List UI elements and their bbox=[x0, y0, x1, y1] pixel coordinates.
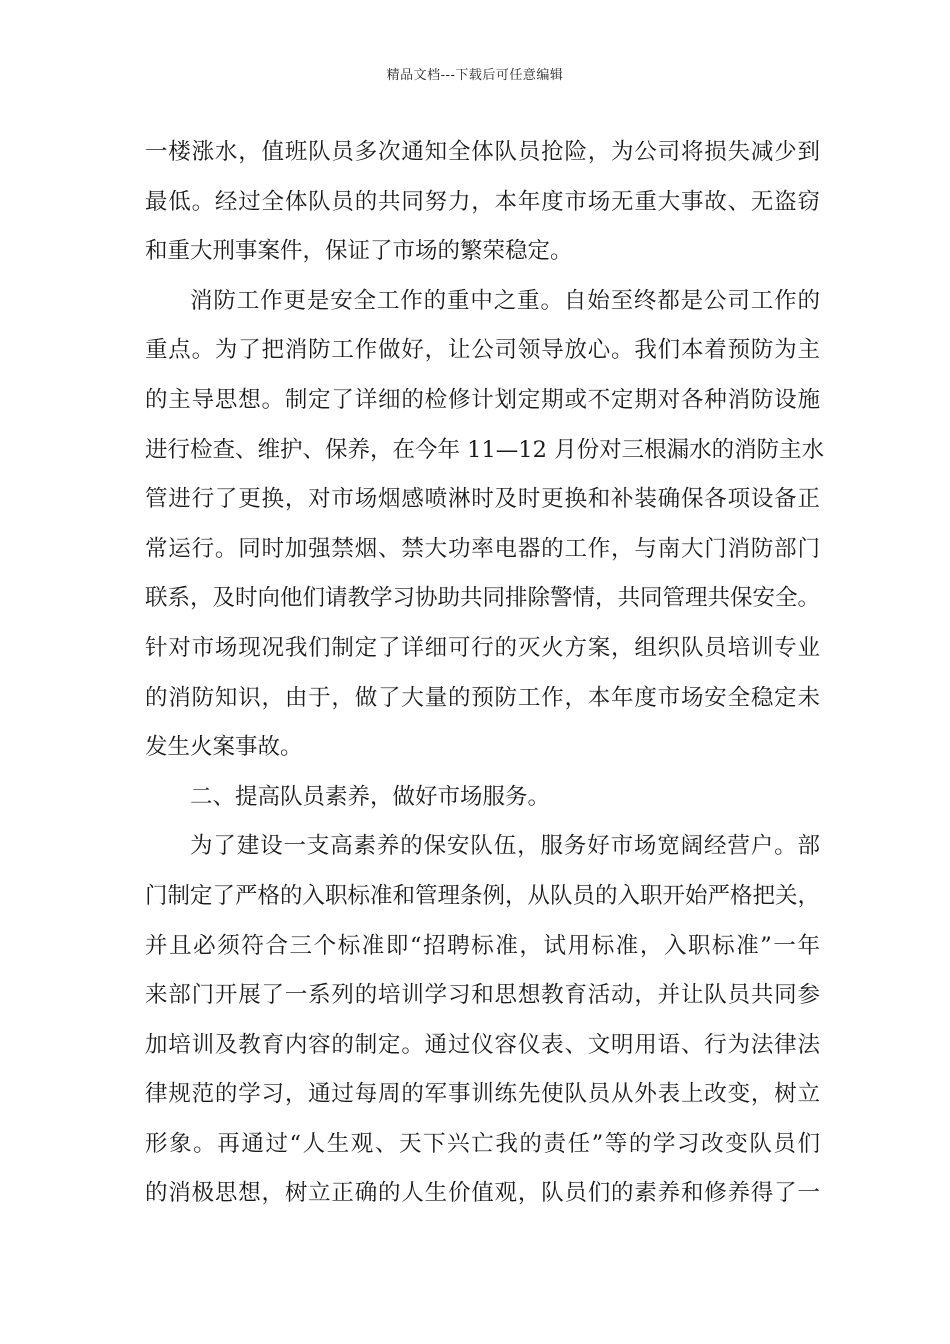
paragraph-1 bbox=[145, 128, 820, 277]
text-line: 管进行了更换，对市场烟感喷淋时及时更换和补装确保各项设备正 bbox=[145, 486, 820, 513]
text-line: 门制定了严格的入职标准和管理条例，从队员的入职开始严格把关， bbox=[145, 882, 821, 909]
text-line: 律规范的学习，通过每周的军事训练先使队员从外表上改变，树立 bbox=[145, 1081, 820, 1108]
text-line: 为了建设一支高素养的保安队伍，服务好市场宽阔经营户。部 bbox=[190, 833, 820, 860]
text-line: 来部门开展了一系列的培训学习和思想教育活动，并让队员共同参 bbox=[145, 982, 820, 1009]
text-line: 重点。为了把消防工作做好，让公司领导放心。我们本着预防为主 bbox=[145, 337, 820, 364]
text-line: 发生火案事故。 bbox=[145, 734, 303, 761]
text-line: 的主导思想。制定了详细的检修计划定期或不定期对各种消防设施 bbox=[145, 386, 820, 413]
text-line: 的消极思想，树立正确的人生价值观，队员们的素养和修养得了一 bbox=[145, 1180, 820, 1207]
text-line: 形象。再通过“人生观、天下兴亡我的责任”等的学习改变队员们 bbox=[145, 1130, 820, 1157]
text-line: 并且必须符合三个标准即“招聘标准，试用标准，入职标准”一年 bbox=[145, 932, 820, 959]
text-line: 针对市场现况我们制定了详细可行的灭火方案，组织队员培训专业 bbox=[145, 634, 820, 661]
text-line: 联系，及时向他们请教学习协助共同排除警情，共同管理共保安全。 bbox=[145, 585, 821, 612]
text-line: 进行检查、维护、保养，在今年 11—12 月份对三根漏水的消防主水 bbox=[145, 436, 825, 463]
paragraph-3 bbox=[145, 822, 820, 1219]
heading-line: 二、提高队员素养，做好市场服务。 bbox=[190, 783, 551, 810]
section-heading bbox=[145, 773, 820, 823]
text-line: 加培训及教育内容的制定。通过仪容仪表、文明用语、行为法律法 bbox=[145, 1031, 820, 1058]
text-line: 的消防知识，由于，做了大量的预防工作，本年度市场安全稳定未 bbox=[145, 684, 820, 711]
page-header: 精品文档---下载后可任意编辑 bbox=[386, 68, 564, 83]
text-line: 常运行。同时加强禁烟、禁大功率电器的工作，与南大门消防部门 bbox=[145, 535, 820, 562]
text-line: 一楼涨水，值班队员多次通知全体队员抢险，为公司将损失减少到 bbox=[145, 139, 820, 165]
text-line: 消防工作更是安全工作的重中之重。自始至终都是公司工作的 bbox=[190, 287, 820, 314]
text-line: 和重大刑事案件，保证了市场的繁荣稳定。 bbox=[145, 238, 573, 265]
document-body bbox=[145, 128, 825, 1219]
paragraph-2 bbox=[145, 277, 825, 773]
text-line: 最低。经过全体队员的共同努力，本年度市场无重大事故、无盗窃 bbox=[145, 188, 820, 215]
